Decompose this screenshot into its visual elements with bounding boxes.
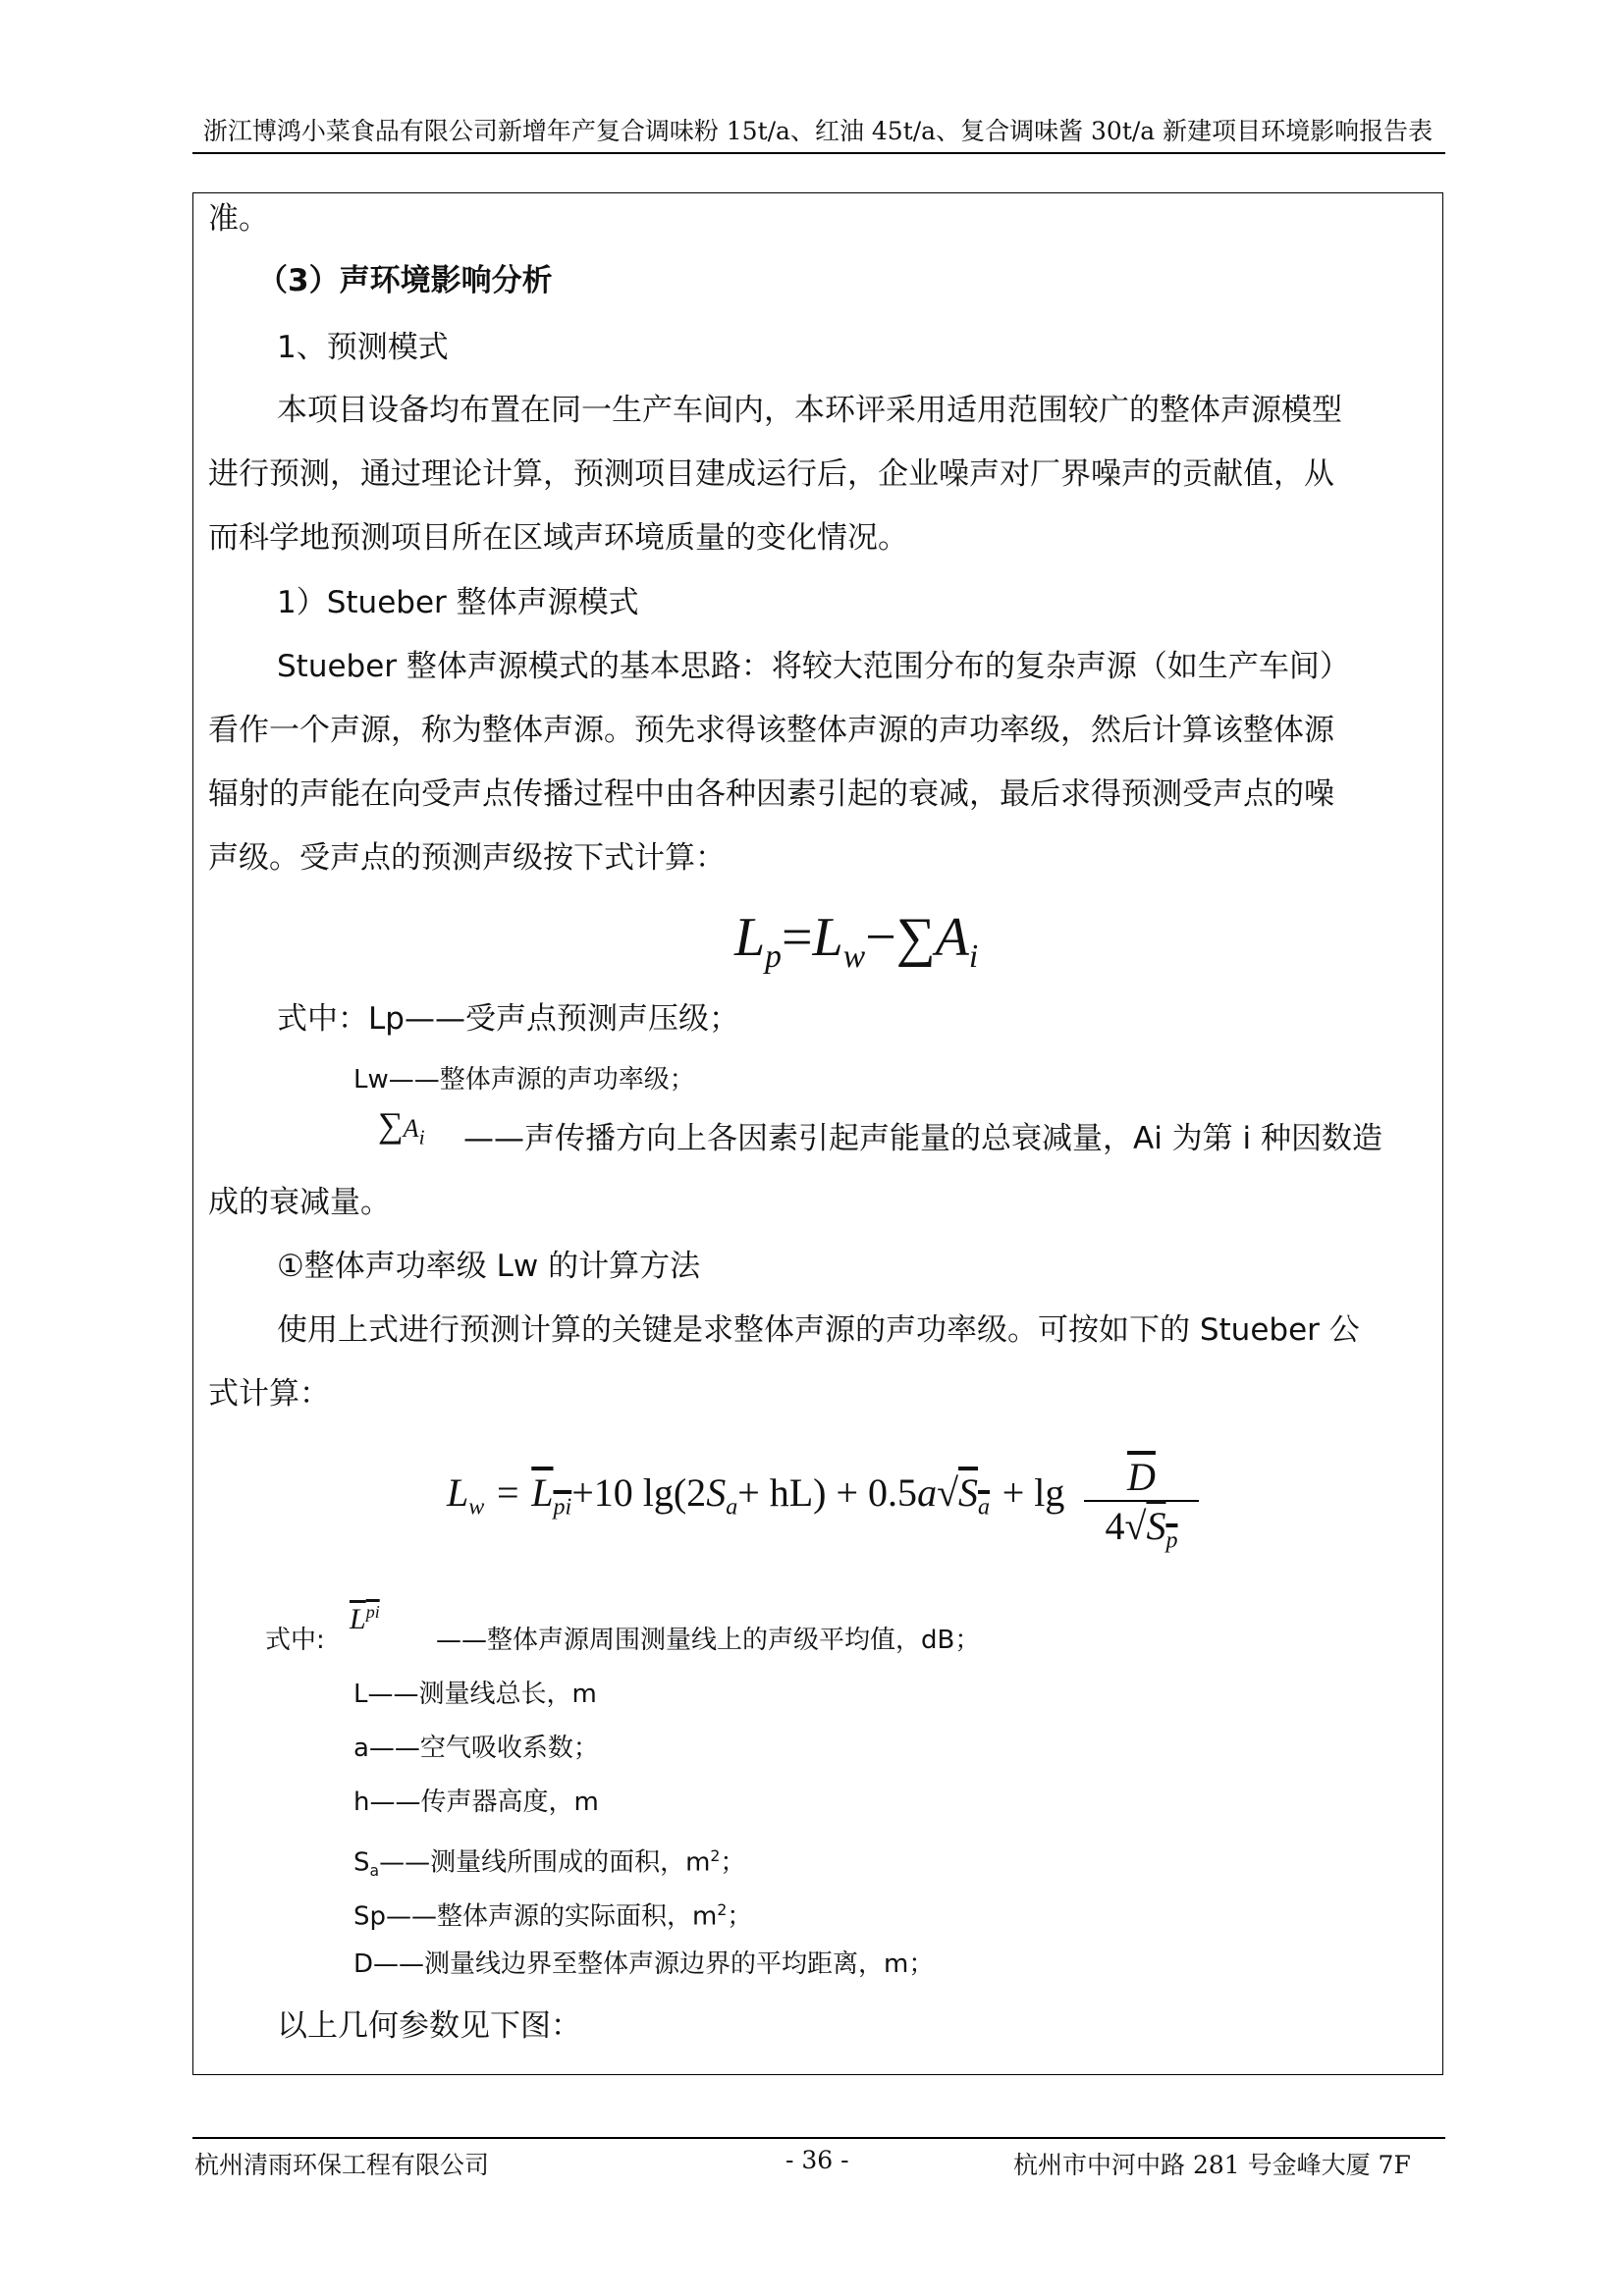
page-number: - 36 - bbox=[785, 2146, 849, 2174]
lpi-bar-symbol: $L^{pi}$ bbox=[350, 1602, 380, 1635]
def-Sp: Sp——整体声源的实际面积，$m^2$； bbox=[353, 1901, 753, 1932]
def-L: L——测量线总长，m bbox=[353, 1680, 597, 1709]
text-zhun: 准。 bbox=[208, 201, 269, 237]
para1-line3: 而科学地预测项目所在区域声环境质量的变化情况。 bbox=[208, 520, 908, 556]
para2-line3: 辐射的声能在向受声点传播过程中由各种因素引起的衰减，最后求得预测受声点的噪 bbox=[208, 776, 1334, 812]
para2-line4: 声级。受声点的预测声级按下式计算： bbox=[208, 840, 726, 876]
para3-line1: 使用上式进行预测计算的关键是求整体声源的声功率级。可按如下的 Stueber 公 bbox=[277, 1312, 1360, 1348]
para1-line2: 进行预测，通过理论计算，预测项目建成运行后，企业噪声对厂界噪声的贡献值，从 bbox=[208, 456, 1334, 492]
sub-heading-lw-method: ①整体声功率级 Lw 的计算方法 bbox=[277, 1249, 701, 1284]
footer-company: 杭州清雨环保工程有限公司 bbox=[194, 2151, 490, 2179]
where-lw: Lw——整体声源的声功率级； bbox=[353, 1065, 695, 1095]
where-sum-cont: 成的衰减量。 bbox=[208, 1185, 391, 1220]
sub-heading-prediction-model: 1、预测模式 bbox=[277, 330, 449, 365]
header-rule bbox=[192, 152, 1445, 154]
section-heading: （3）声环境影响分析 bbox=[257, 263, 553, 298]
footer-rule bbox=[192, 2137, 1445, 2139]
text-geometry-ref: 以上几何参数见下图： bbox=[277, 2008, 581, 2044]
where2-prefix: 式中: bbox=[265, 1626, 325, 1655]
def-a: a——空气吸收系数； bbox=[353, 1734, 599, 1763]
footer-address: 杭州市中河中路 281 号金峰大厦 7F bbox=[1013, 2151, 1411, 2179]
def-Sa: $S_a——$测量线所围成的面积，$m^2$； bbox=[353, 1847, 746, 1880]
para3-line2: 式计算： bbox=[208, 1376, 330, 1412]
where-sum: ——声传播方向上各因素引起声能量的总衰减量，Ai 为第 i 种因数造 bbox=[463, 1121, 1382, 1156]
def-D: D——测量线边界至整体声源边界的平均距离，m； bbox=[353, 1949, 935, 1979]
def-h: h——传声器高度，m bbox=[353, 1788, 599, 1817]
sub-heading-stueber: 1）Stueber 整体声源模式 bbox=[277, 585, 639, 620]
sum-ai-symbol: $\sum A_i$ bbox=[378, 1105, 425, 1149]
where2-lpi: ——整体声源周围测量线上的声级平均值，dB； bbox=[436, 1626, 981, 1655]
para2-line2: 看作一个声源，称为整体声源。预先求得该整体声源的声功率级，然后计算该整体源 bbox=[208, 713, 1334, 748]
where-lp: 式中：Lp——受声点预测声压级； bbox=[277, 1001, 739, 1037]
para1-line1: 本项目设备均布置在同一生产车间内，本环评采用适用范围较广的整体声源模型 bbox=[277, 393, 1342, 428]
formula-lw: $L_w = L_{pi}+10$ $\lg(2S_a+ hL) + 0.5a√S_a + \lg$ $\overline{D}$ $4√S_p$ bbox=[447, 1455, 1213, 1563]
formula-lp: $L_p=L_w-\sum A_i$ bbox=[734, 907, 979, 975]
para2-line1: Stueber 整体声源模式的基本思路：将较大范围分布的复杂声源（如生产车间） bbox=[277, 649, 1350, 684]
page-header: 浙江博鸿小菜食品有限公司新增年产复合调味粉 15t/a、红油 45t/a、复合调味酱 30t/a 新建项目环境影响报告表 bbox=[202, 117, 1434, 145]
